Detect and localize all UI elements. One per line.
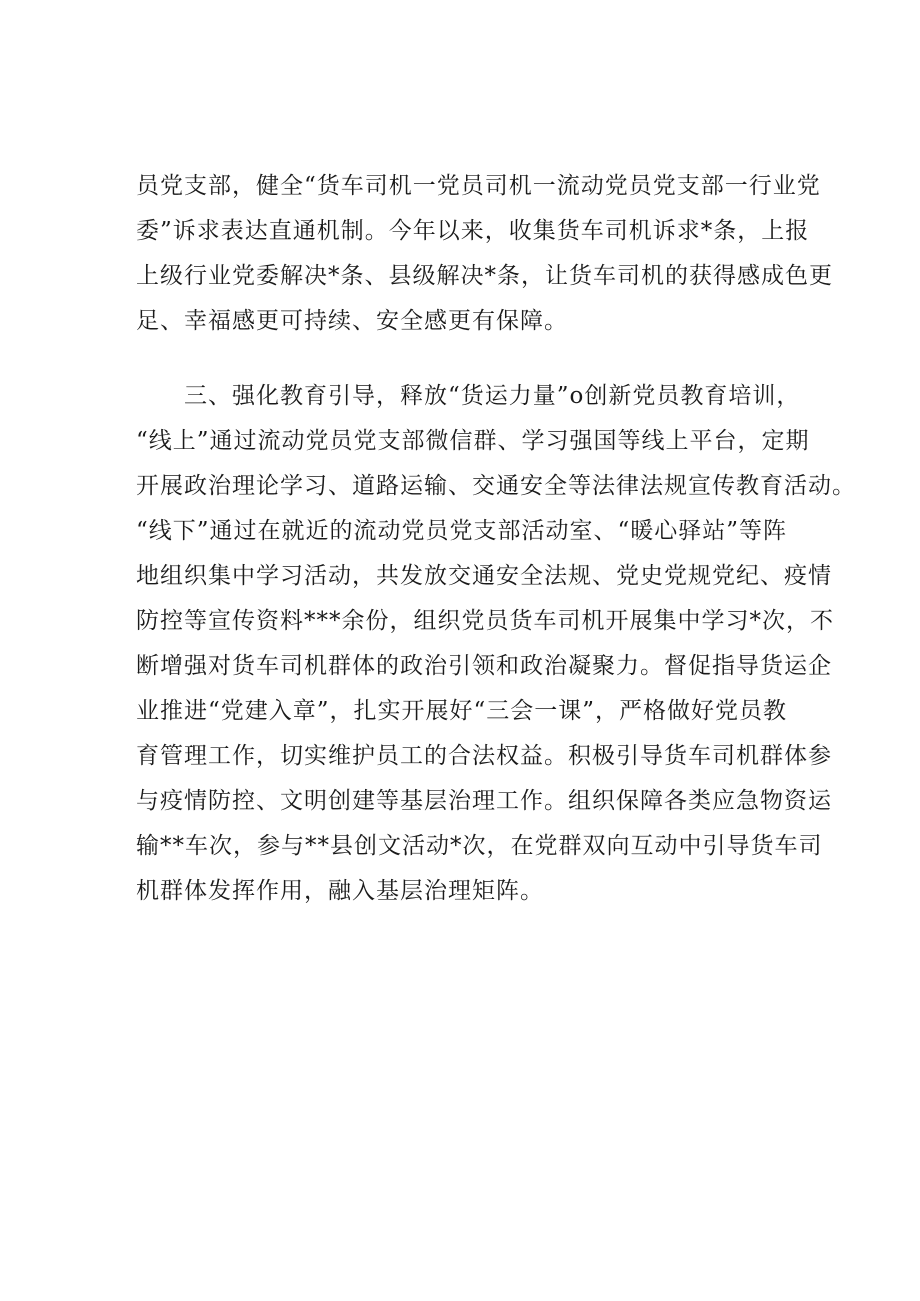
paragraph-spacer: [136, 344, 796, 374]
text-line: 三、强化教育引导，释放“货运力量”o创新党员教育培训，: [136, 383, 801, 409]
text-line: 育管理工作，切实维护员工的合法权益。积极引导货车司机群体参: [136, 743, 832, 769]
text-line: “线下”通过在就近的流动党员党支部活动室、“暖心驿站”等阵: [136, 518, 788, 544]
text-line: 开展政治理论学习、道路运输、交通安全等法律法规宣传教育活动。: [136, 473, 856, 499]
text-line: 与疫情防控、文明创建等基层治理工作。组织保障各类应急物资运: [136, 788, 832, 814]
text-line: 委”诉求表达直通机制。今年以来，收集货车司机诉求*条，上报: [136, 218, 810, 244]
text-line: 足、幸福感更可持续、安全感更有保障。: [136, 308, 568, 334]
paragraph-1: [136, 164, 833, 344]
text-line: 上级行业党委解决*条、县级解决*条，让货车司机的获得感成色更: [136, 263, 833, 289]
paragraph-2: [136, 374, 856, 914]
text-line: 输**车次，参与**县创文活动*次，在党群双向互动中引导货车司: [136, 833, 823, 859]
text-line: 员党支部，健全“货车司机一党员司机一流动党员党支部一行业党: [136, 173, 821, 199]
text-line: 业推进“党建入章”，扎实开展好“三会一课”，严格做好党员教: [136, 698, 788, 724]
text-line: 断增强对货车司机群体的政治引领和政治凝聚力。督促指导货运企: [136, 653, 832, 679]
text-line: 机群体发挥作用，融入基层治理矩阵。: [136, 878, 544, 904]
document-body: [136, 164, 856, 914]
text-line: 地组织集中学习活动，共发放交通安全法规、党史党规党纪、疫情: [136, 563, 832, 589]
text-line: 防控等宣传资料***余份，组织党员货车司机开展集中学习*次，不: [136, 608, 834, 634]
text-line: “线上”通过流动党员党支部微信群、学习强国等线上平台，定期: [136, 428, 810, 454]
